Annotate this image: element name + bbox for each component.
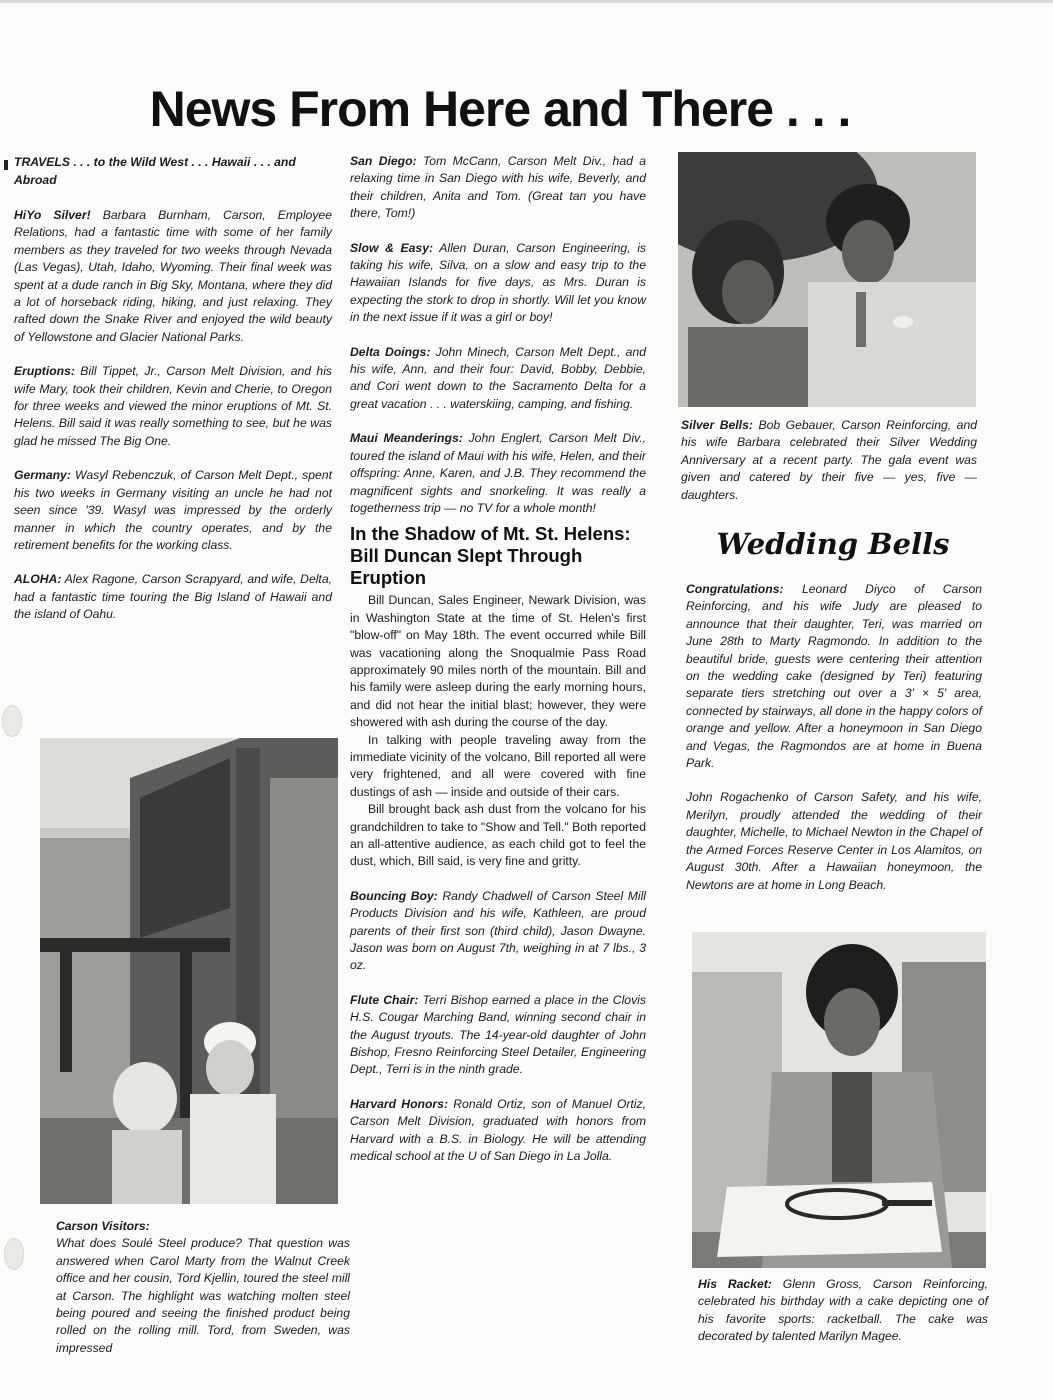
item-lead: San Diego: bbox=[350, 154, 417, 168]
story-paragraph: Bill Duncan, Sales Engineer, Newark Division, was in Washington State at the time of St. Helen's first "blow-off" on May 18th. The event occurred while Bill was vacationing along the Snoqualmie Pass Road approximately 90 miles north of the mountain. Bill and his family were asleep during the early morning hours, and did not hear the initial blast; however, they were showered with ash during the course of the day. bbox=[350, 593, 646, 730]
news-item bbox=[686, 789, 982, 893]
story-body bbox=[350, 592, 646, 871]
story-title: In the Shadow of Mt. St. Helens: Bill Duncan Slept Through Eruption bbox=[350, 523, 631, 589]
item-lead: Slow & Easy: bbox=[350, 240, 434, 255]
news-item bbox=[14, 571, 332, 623]
caption-lead: His Racket: bbox=[698, 1277, 772, 1291]
photo-silver-bells bbox=[678, 152, 976, 407]
column-2 bbox=[350, 153, 646, 1183]
item-text: Ronald Ortiz, son of Manuel Ortiz, Carson Melt Division, graduated with honors from Harvard with a B.S. in Biology. He will be attending medical school at the U of San Diego in La Jolla. bbox=[350, 1096, 646, 1164]
item-text: John Englert, Carson Melt Div., toured the island of Maui with his wife, Helen, and their offspring: Anne, Karen, and J.B. They recommend the magnificent sights and snorkeling. It was really a togetherness trip — no TV for a whole month! bbox=[350, 431, 646, 515]
story-paragraph: In talking with people traveling away from the immediate vicinity of the volcano, Bill reported all were very frightened, and all were covered with fine dustings of ash — inside and outside of their cars. bbox=[350, 732, 646, 799]
binder-hole bbox=[2, 705, 22, 737]
news-item bbox=[350, 430, 646, 517]
news-item bbox=[350, 344, 646, 414]
item-lead: Harvard Honors: bbox=[350, 1096, 449, 1111]
item-text: Tom McCann, Carson Melt Div., had a relaxing time in San Diego with his wife, Beverly, and their children, Anita and Tom. (Great tan you have there, Tom!) bbox=[350, 154, 646, 221]
item-lead: Germany: bbox=[14, 468, 71, 483]
page-title: News From Here and There . . . bbox=[149, 81, 851, 137]
caption-lead: Silver Bells: bbox=[681, 418, 753, 432]
item-text: Terri Bishop earned a place in the Clovis H.S. Cougar Marching Band, winning second chair in the August tryouts. The 14-year-old daughter of John Bishop, Fresno Reinforcing Steel Detailer, Engineering Dept., Terri is in the ninth grade. bbox=[350, 992, 646, 1077]
news-item bbox=[350, 153, 646, 223]
news-item bbox=[14, 363, 332, 450]
margin-mark bbox=[4, 160, 8, 170]
item-text: John Minech, Carson Melt Dept., and his wife, Ann, and their four: David, Bobby, Debbie, and Cori went down to the Sacramento Delta for a great vacation . . . waterskiing, camping, and fishing. bbox=[350, 344, 646, 411]
news-item bbox=[350, 1096, 646, 1166]
item-text: Leonard Diyco of Carson Reinforcing, and his wife Judy are pleased to announce that their daughter, Teri, was married on June 28th to Marty Ragmondo. In addition to the beautiful bride, guests were centering their attention on the wedding cake (designed by Teri) featuring separate tiers stretching out over a 3' × 5' area, connected by stairways, all done in the happy colors of orange and yellow. After a honeymoon in San Diego and Vegas, the Ragmondos are at home in Buena Park. bbox=[686, 582, 982, 771]
item-text: Alex Ragone, Carson Scrapyard, and wife, Delta, had a fantastic time touring the Big Island of Hawaii and the island of Oahu. bbox=[14, 572, 332, 622]
news-item bbox=[350, 240, 646, 327]
section-kicker: TRAVELS . . . to the Wild West . . . Hawaii . . . and Abroad bbox=[14, 155, 296, 187]
caption-his-racket bbox=[698, 1276, 988, 1346]
item-text: Wasyl Rebenczuk, of Carson Melt Dept., spent his two weeks in Germany visiting an uncle he had not seen since '39. Wasyl was impressed by the orderly manner in which the country operates, and by the retirement benefits for the working class. bbox=[14, 468, 332, 552]
item-lead: Congratulations: bbox=[686, 582, 784, 596]
item-text: Allen Duran, Carson Engineering, is taking his wife, Silva, on a slow and easy trip to the Hawaiian Islands for five days, as Mrs. Duran is expecting the stork to drop in shortly. Will let you know in the next issue if it was a girl or boy! bbox=[350, 240, 646, 325]
binder-hole bbox=[4, 1238, 24, 1270]
news-item bbox=[686, 581, 982, 772]
item-lead: Bouncing Boy: bbox=[350, 888, 438, 903]
item-lead: HiYo Silver! bbox=[14, 208, 91, 222]
caption-lead: Carson Visitors: bbox=[56, 1219, 150, 1233]
column-3 bbox=[686, 581, 982, 911]
photo-his-racket bbox=[692, 932, 986, 1268]
item-lead: Delta Doings: bbox=[350, 344, 431, 359]
caption-carson-visitors bbox=[56, 1218, 350, 1357]
photo-carson-visitors bbox=[40, 738, 338, 1204]
caption-text: Bob Gebauer, Carson Reinforcing, and his wife Barbara celebrated their Silver Wedding Anniversary at a recent party. The gala event was given and catered by their five — yes, five — daughters. bbox=[681, 418, 977, 502]
item-text: Bill Tippet, Jr., Carson Melt Division, and his wife Mary, took their children, Kevin and Cherie, to Oregon for three weeks and viewed the minor eruptions of Mt. St. Helens. Bill said it was really something to see, but he was glad he missed The Big One. bbox=[14, 364, 332, 448]
item-text: John Rogachenko of Carson Safety, and his wife, Merilyn, proudly attended the wedding of their daughter, Michelle, to Michael Newton in the Chapel of the Armed Forces Reserve Center in Los Alamitos, on August 30th. After a Hawaiian honeymoon, the Newtons are at home in Long Beach. bbox=[686, 790, 982, 892]
news-item bbox=[350, 888, 646, 975]
item-lead: ALOHA: bbox=[14, 572, 62, 587]
story-paragraph: Bill brought back ash dust from the volcano for his grandchildren to take to "Show and Tell." Both reported an all-attentive audience, as each child got to feel the dust, which, Bill said, is very fine and gritty. bbox=[350, 802, 646, 869]
item-lead: Flute Chair: bbox=[350, 992, 419, 1007]
news-item bbox=[14, 467, 332, 554]
item-text: Barbara Burnham, Carson, Employee Relations, had a fantastic time with some of her family members as they traveled for two weeks through Nevada (Las Vegas), Utah, Idaho, Wyoming. Their final week was spent at a dude ranch in Big Sky, Montana, where they did a lot of horseback riding, hiking, and just relaxing. They rafted down the Snake River and enjoyed the wild beauty of Yellowstone and Glacier National Parks. bbox=[14, 208, 332, 344]
column-1 bbox=[14, 153, 332, 641]
news-item bbox=[14, 207, 332, 346]
item-lead: Eruptions: bbox=[14, 364, 75, 379]
item-lead: Maui Meanderings: bbox=[350, 431, 463, 446]
news-item bbox=[350, 992, 646, 1079]
wedding-bells-heading: Wedding Bells bbox=[716, 527, 950, 561]
caption-text: Glenn Gross, Carson Reinforcing, celebrated his birthday with a cake depicting one of his favorite sports: racketball. The cake was decorated by talented Marilyn Magee. bbox=[698, 1277, 988, 1344]
caption-text: What does Soulé Steel produce? That question was answered when Carol Marty from the Walnut Creek office and her cousin, Tord Kjellin, toured the steel mill at Carson. The highlight was watching molten steel being poured and seeing the finished product being rolled on the rolling mill. Tord, from Sweden, was impressed bbox=[56, 1236, 350, 1355]
item-text: Randy Chadwell of Carson Steel Mill Products Division and his wife, Kathleen, are proud parents of their first son (third child), Jason Dwayne. Jason was born on August 7th, weighing in at 7 lbs., 3 oz. bbox=[350, 888, 646, 973]
top-rule bbox=[0, 0, 1053, 3]
caption-silver-bells bbox=[681, 417, 977, 504]
